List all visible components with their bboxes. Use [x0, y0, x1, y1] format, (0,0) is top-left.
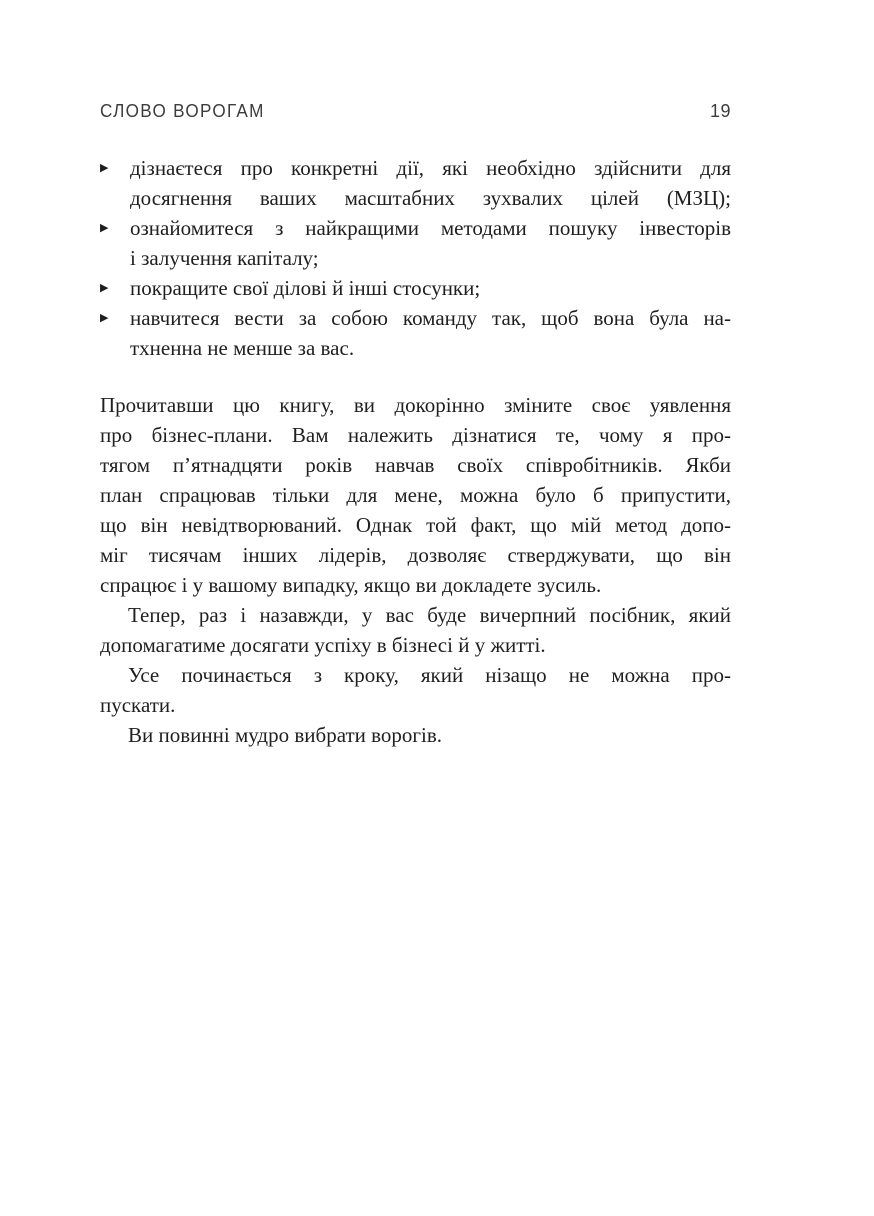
list-item-line: ознайомитеся з найкращими методами пошуку інвесторів [130, 216, 731, 240]
bullet-triangle-icon: ▶ [100, 161, 109, 174]
list-item-text [130, 303, 731, 363]
list-item-line: дізнаєтеся про конкретні дії, які необхідно здійснити для [130, 156, 731, 180]
paragraph-line: Усе починається з кроку, який нізащо не можна про- [128, 663, 731, 687]
paragraph-line: про бізнес-плани. Вам належить дізнатися те, чому я про- [100, 423, 731, 447]
paragraph-line: допомагатиме досягати успіху в бізнесі й у житті. [100, 633, 546, 657]
list-item [100, 303, 731, 363]
bullet-triangle-icon: ▶ [100, 281, 109, 294]
paragraph-line: Прочитавши цю книгу, ви докорінно зміните своє уявлення [100, 393, 731, 417]
list-item-line: покращите свої ділові й інші стосунки; [130, 276, 481, 300]
running-title: СЛОВО ВОРОГАМ [100, 101, 265, 121]
list-item-text [130, 153, 731, 213]
list-item-text [130, 273, 731, 303]
paragraph [100, 720, 731, 750]
list-item-line: навчитеся вести за собою команду так, щоб вона була на- [130, 306, 731, 330]
paragraph-line: Ви повинні мудро вибрати ворогів. [128, 723, 443, 747]
list-item-line: досягнення ваших масштабних зухвалих цілей (МЗЦ); [130, 186, 731, 210]
paragraph [100, 660, 731, 720]
list-item [100, 273, 731, 303]
paragraph-line: пускати. [100, 693, 176, 717]
list-item-line: і залучення капіталу; [130, 246, 319, 270]
page-body [100, 153, 731, 750]
paragraph-line: що він невідтворюваний. Однак той факт, що мій метод допо- [100, 513, 731, 537]
paragraph-line: план спрацював тільки для мене, можна було б припустити, [100, 483, 731, 507]
page-header [100, 101, 731, 122]
page-number: 19 [709, 101, 731, 121]
list-item [100, 213, 731, 273]
body-paragraphs [100, 390, 731, 750]
bullet-triangle-icon: ▶ [100, 221, 109, 234]
paragraph-line: тягом п’ятнадцяти років навчав своїх співробітників. Якби [100, 453, 731, 477]
paragraph [100, 390, 731, 600]
paragraph-line: Тепер, раз і назавжди, у вас буде вичерпний посібник, який [128, 603, 731, 627]
bullet-triangle-icon: ▶ [100, 311, 109, 324]
paragraph-line: спрацює і у вашому випадку, якщо ви докладете зусиль. [100, 573, 602, 597]
list-item-text [130, 213, 731, 273]
bullet-list [100, 153, 731, 363]
list-item-line: тхненна не менше за вас. [130, 336, 355, 360]
paragraph-line: міг тисячам інших лідерів, дозволяє стверджувати, що він [100, 543, 731, 567]
paragraph [100, 600, 731, 660]
list-item [100, 153, 731, 213]
